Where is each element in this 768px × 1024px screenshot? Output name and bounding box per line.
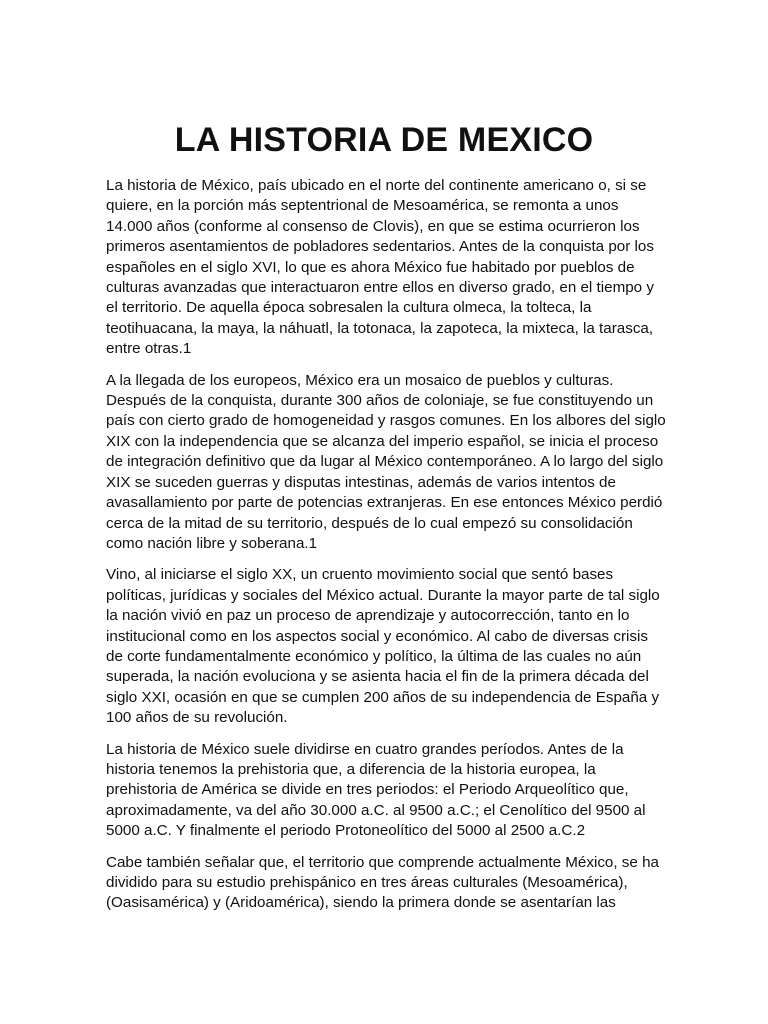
paragraph-3: Vino, al iniciarse el siglo XX, un cruento movimiento social que sentó bases políticas, jurídicas y sociales del México actual. Durante la mayor parte de tal siglo la nación vivió en paz un proceso de aprendizaje y autocorrección, tanto en lo institucional como en los aspectos social y económico. Al cabo de diversas crisis de corte fundamentalmente económico y político, la última de las cuales no aún superada, la nación evoluciona y se asienta hacia el fin de la primera década del siglo XXI, ocasión en que se cumplen 200 años de su independencia de España y 100 años de su revolución. [106,566,660,727]
document-title: LA HISTORIA DE MEXICO [174,121,594,159]
paragraph-2: A la llegada de los europeos, México era un mosaico de pueblos y culturas. Después de la conquista, durante 300 años de coloniaje, se fue constituyendo un país con cierto grado de homogeneidad y rasgos comunes. En los albores del siglo XIX con la independencia que se alcanza del imperio español, se inicia el proceso de integración definitivo que da lugar al México contemporáneo. A lo largo del siglo XIX se suceden guerras y disputas intestinas, además de varios intentos de avasallamiento por parte de potencias extranjeras. En ese entonces México perdió cerca de la mitad de su territorio, después de lo cual empezó su consolidación como nación libre y soberana.1 [106,371,666,552]
paragraph-5: Cabe también señalar que, el territorio que comprende actualmente México, se ha dividido para su estudio prehispánico en tres áreas culturales (Mesoamérica), (Oasisamérica) y (Aridoamérica), siendo la primera donde se asentarían las [106,853,659,912]
paragraph-1: La historia de México, país ubicado en el norte del continente americano o, si se quiere, en la porción más septentrional de Mesoamérica, se remonta a unos 14.000 años (conforme al consenso de Clovis), en que se estima ocurrieron los primeros asentamientos de pobladores sedentarios. Antes de la conquista por los españoles en el siglo XVI, lo que es ahora México fue habitado por pueblos de culturas avanzadas que interactuaron entre ellos en diverso grado, en el tiempo y el territorio. De aquella época sobresalen la cultura olmeca, la tolteca, la teotihuacana, la maya, la náhuatl, la totonaca, la zapoteca, la mixteca, la tarasca, entre otras.1 [106,177,654,358]
paragraph-4: La historia de México suele dividirse en cuatro grandes períodos. Antes de la historia tenemos la prehistoria que, a diferencia de la historia europea, la prehistoria de América se divide en tres periodos: el Periodo Arqueolítico que, aproximadamente, va del año 30.000 a.C. al 9500 a.C.; el Cenolítico del 9500 al 5000 a.C. Y finalmente el periodo Protoneolítico del 5000 al 2500 a.C.2 [106,740,646,840]
document-body [106,176,666,925]
